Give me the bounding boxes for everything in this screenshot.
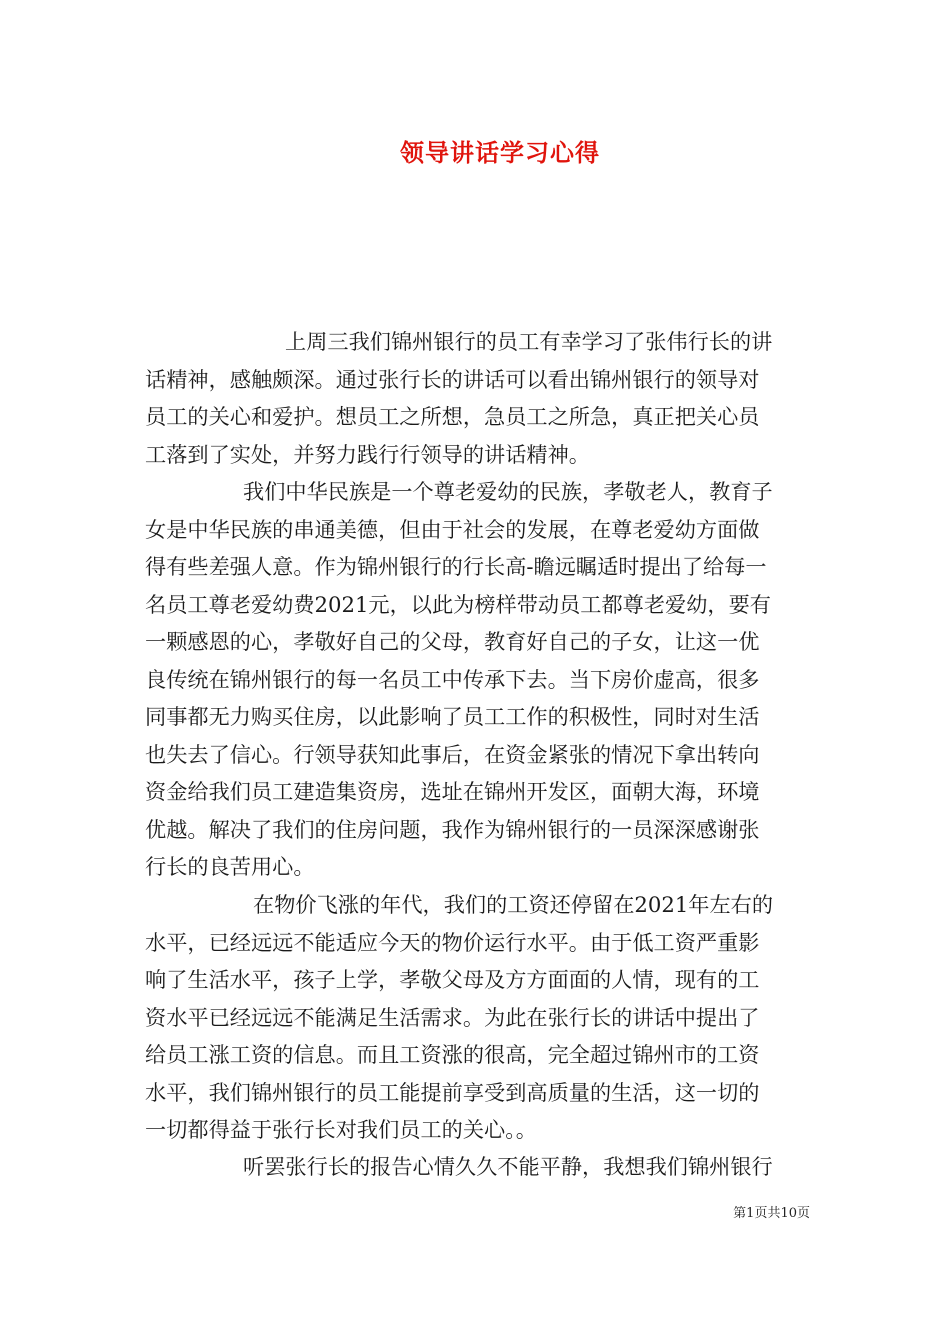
paragraph-line: 水平，已经远远不能适应今天的物价运行水平。由于低工资严重影	[145, 929, 760, 955]
paragraph-line: 资金给我们员工建造集资房，选址在锦州开发区，面朝大海，环境	[145, 779, 760, 804]
paragraph-line: 听罢张行长的报告心情久久不能平静，我想我们锦州银行	[243, 1154, 773, 1179]
paragraph-line: 一切都得益于张行长对我们员工的关心。。	[145, 1117, 537, 1142]
paragraph-line: 在物价飞涨的年代，我们的工资还停留在2021年左右的	[253, 892, 774, 917]
paragraph-line: 工落到了实处，并努力践行行领导的讲话精神。	[145, 441, 590, 467]
paragraph-line: 女是中华民族的串通美德，但由于社会的发展，在尊老爱幼方面做	[145, 516, 760, 542]
paragraph-4	[145, 1148, 807, 1186]
paragraph-line: 一颗感恩的心，孝敬好自己的父母，教育好自己的子女，让这一优	[145, 629, 760, 654]
paragraph-line: 给员工涨工资的信息。而且工资涨的很高，完全超过锦州市的工资	[145, 1042, 760, 1067]
document-title: 领导讲话学习心得	[400, 138, 600, 167]
paragraph-line: 名员工尊老爱幼费2021元，以此为榜样带动员工都尊老爱幼，要有	[145, 591, 771, 617]
paragraph-line: 资水平已经远远不能满足生活需求。为此在张行长的讲话中提出了	[145, 1004, 760, 1030]
paragraph-line: 响了生活水平，孩子上学，孝敬父母及方方面面的人情，现有的工	[145, 967, 760, 992]
paragraph-1	[145, 323, 807, 473]
paragraph-line: 优越。解决了我们的住房问题，我作为锦州银行的一员深深感谢张	[145, 816, 760, 842]
paragraph-3	[145, 886, 807, 1149]
paragraph-line: 员工的关心和爱护。想员工之所想，急员工之所急，真正把关心员	[145, 404, 760, 429]
paragraph-line: 话精神，感触颇深。通过张行长的讲话可以看出锦州银行的领导对	[145, 366, 760, 392]
paragraph-line: 我们中华民族是一个尊老爱幼的民族，孝敬老人，教育子	[243, 479, 773, 504]
paragraph-line: 上周三我们锦州银行的员工有幸学习了张伟行长的讲	[285, 329, 773, 354]
page-number: 第1页共10页	[733, 1206, 810, 1221]
paragraph-line: 得有些差强人意。作为锦州银行的行长高-瞻远瞩适时提出了给每一	[145, 554, 767, 579]
paragraph-line: 水平，我们锦州银行的员工能提前享受到高质量的生活，这一切的	[145, 1079, 760, 1105]
paragraph-2	[145, 473, 807, 886]
paragraph-line: 良传统在锦州银行的每一名员工中传承下去。当下房价虚高，很多	[145, 666, 760, 692]
paragraph-line: 行长的良苦用心。	[145, 854, 315, 879]
paragraph-line: 也失去了信心。行领导获知此事后，在资金紧张的情况下拿出转向	[145, 741, 760, 767]
paragraph-line: 同事都无力购买住房，以此影响了员工工作的积极性，同时对生活	[145, 704, 760, 729]
